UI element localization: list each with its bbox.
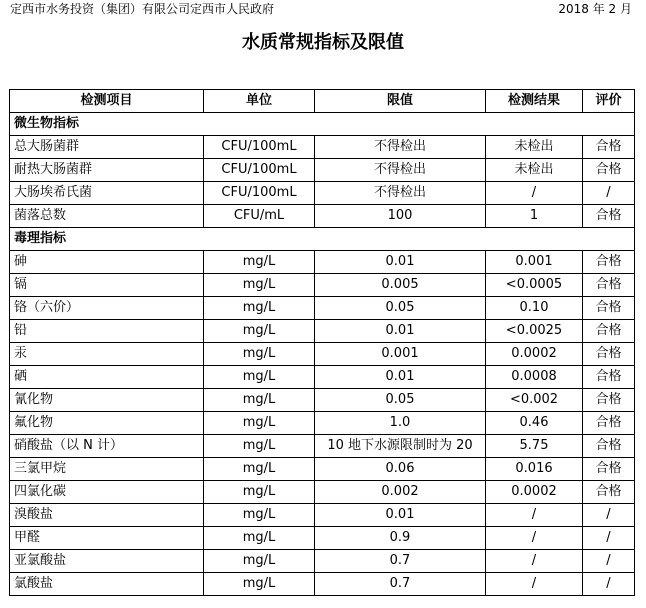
cell-limit: 10 地下水源限制时为 20 — [315, 435, 486, 458]
document-title: 水质常规指标及限值 — [242, 32, 404, 53]
cell-unit: mg/L — [204, 389, 315, 412]
cell-item: 氰化物 — [10, 389, 204, 412]
cell-unit: mg/L — [204, 458, 315, 481]
cell-evaluation: 合格 — [583, 136, 635, 159]
table-row — [10, 389, 635, 412]
cell-unit: mg/L — [204, 504, 315, 527]
cell-evaluation: 合格 — [583, 412, 635, 435]
table-header-row — [10, 90, 635, 113]
cell-limit: 0.001 — [315, 343, 486, 366]
cell-unit: mg/L — [204, 297, 315, 320]
cell-limit: 不得检出 — [315, 136, 486, 159]
cell-limit: 0.9 — [315, 527, 486, 550]
cell-unit: mg/L — [204, 251, 315, 274]
cell-result: 0.016 — [486, 458, 583, 481]
cell-unit: CFU/100mL — [204, 159, 315, 182]
cell-evaluation: / — [583, 504, 635, 527]
col-header-evaluation: 评价 — [583, 90, 635, 113]
cell-evaluation: 合格 — [583, 435, 635, 458]
cell-result: / — [486, 527, 583, 550]
cell-limit: 100 — [315, 205, 486, 228]
col-header-item: 检测项目 — [10, 90, 204, 113]
cell-result: / — [486, 182, 583, 205]
cell-limit: 0.005 — [315, 274, 486, 297]
cell-evaluation: 合格 — [583, 159, 635, 182]
cell-limit: 0.01 — [315, 251, 486, 274]
cell-item: 菌落总数 — [10, 205, 204, 228]
col-header-unit: 单位 — [204, 90, 315, 113]
cell-item: 总大肠菌群 — [10, 136, 204, 159]
cell-unit: mg/L — [204, 435, 315, 458]
cell-unit: mg/L — [204, 366, 315, 389]
issuer-text: 定西市水务投资（集团）有限公司定西市人民政府 — [10, 2, 275, 16]
section-title: 微生物指标 — [10, 113, 635, 136]
cell-item: 溴酸盐 — [10, 504, 204, 527]
cell-unit: mg/L — [204, 343, 315, 366]
cell-limit: 0.002 — [315, 481, 486, 504]
col-header-limit: 限值 — [315, 90, 486, 113]
cell-result: <0.0025 — [486, 320, 583, 343]
cell-unit: CFU/100mL — [204, 136, 315, 159]
cell-item: 氯酸盐 — [10, 573, 204, 596]
section-row — [10, 113, 635, 136]
cell-evaluation: 合格 — [583, 389, 635, 412]
cell-limit: 不得检出 — [315, 159, 486, 182]
cell-evaluation: 合格 — [583, 251, 635, 274]
cell-result: <0.0005 — [486, 274, 583, 297]
cell-result: 0.0008 — [486, 366, 583, 389]
cell-evaluation: / — [583, 527, 635, 550]
section-title: 毒理指标 — [10, 228, 635, 251]
cell-item: 亚氯酸盐 — [10, 550, 204, 573]
table-row — [10, 297, 635, 320]
table-row — [10, 320, 635, 343]
cell-unit: mg/L — [204, 550, 315, 573]
cell-limit: 0.01 — [315, 504, 486, 527]
cell-result: 未检出 — [486, 159, 583, 182]
table-row — [10, 458, 635, 481]
cell-unit: mg/L — [204, 320, 315, 343]
cell-evaluation: 合格 — [583, 297, 635, 320]
water-quality-table — [9, 89, 635, 596]
cell-evaluation: / — [583, 550, 635, 573]
cell-limit: 0.7 — [315, 550, 486, 573]
table-row — [10, 159, 635, 182]
cell-evaluation: 合格 — [583, 343, 635, 366]
table-row — [10, 343, 635, 366]
cell-limit: 0.7 — [315, 573, 486, 596]
cell-result: / — [486, 550, 583, 573]
cell-result: 0.0002 — [486, 343, 583, 366]
col-header-result: 检测结果 — [486, 90, 583, 113]
table-row — [10, 251, 635, 274]
table-row — [10, 205, 635, 228]
cell-result: 未检出 — [486, 136, 583, 159]
cell-item: 氟化物 — [10, 412, 204, 435]
table-row — [10, 366, 635, 389]
cell-result: <0.002 — [486, 389, 583, 412]
cell-limit: 0.06 — [315, 458, 486, 481]
cell-item: 镉 — [10, 274, 204, 297]
cell-limit: 0.01 — [315, 366, 486, 389]
cell-result: 0.001 — [486, 251, 583, 274]
cell-evaluation: 合格 — [583, 205, 635, 228]
cell-evaluation: 合格 — [583, 481, 635, 504]
cell-result: / — [486, 573, 583, 596]
cell-unit: CFU/mL — [204, 205, 315, 228]
cell-unit: mg/L — [204, 573, 315, 596]
cell-result: 0.10 — [486, 297, 583, 320]
table-row — [10, 412, 635, 435]
cell-result: 1 — [486, 205, 583, 228]
cell-item: 硒 — [10, 366, 204, 389]
table-row — [10, 527, 635, 550]
cell-item: 砷 — [10, 251, 204, 274]
cell-item: 铅 — [10, 320, 204, 343]
cell-item: 汞 — [10, 343, 204, 366]
cell-item: 大肠埃希氏菌 — [10, 182, 204, 205]
table-row — [10, 550, 635, 573]
cell-item: 耐热大肠菌群 — [10, 159, 204, 182]
cell-unit: CFU/100mL — [204, 182, 315, 205]
cell-result: 5.75 — [486, 435, 583, 458]
table-row — [10, 182, 635, 205]
table-row — [10, 573, 635, 596]
cell-evaluation: / — [583, 182, 635, 205]
cell-item: 硝酸盐（以 N 计） — [10, 435, 204, 458]
table-row — [10, 504, 635, 527]
cell-evaluation: 合格 — [583, 320, 635, 343]
cell-evaluation: 合格 — [583, 274, 635, 297]
cell-limit: 1.0 — [315, 412, 486, 435]
cell-unit: mg/L — [204, 274, 315, 297]
cell-evaluation: 合格 — [583, 458, 635, 481]
cell-item: 甲醛 — [10, 527, 204, 550]
cell-result: 0.0002 — [486, 481, 583, 504]
table-row — [10, 481, 635, 504]
cell-unit: mg/L — [204, 527, 315, 550]
cell-item: 三氯甲烷 — [10, 458, 204, 481]
section-row — [10, 228, 635, 251]
cell-result: / — [486, 504, 583, 527]
cell-result: 0.46 — [486, 412, 583, 435]
cell-evaluation: / — [583, 573, 635, 596]
cell-item: 四氯化碳 — [10, 481, 204, 504]
date-text: 2018 年 2 月 — [558, 2, 632, 16]
cell-item: 铬（六价） — [10, 297, 204, 320]
table-row — [10, 274, 635, 297]
cell-evaluation: 合格 — [583, 366, 635, 389]
cell-limit: 0.05 — [315, 389, 486, 412]
table-row — [10, 136, 635, 159]
table-row — [10, 435, 635, 458]
cell-limit: 不得检出 — [315, 182, 486, 205]
table-body — [10, 113, 635, 596]
cell-limit: 0.01 — [315, 320, 486, 343]
cell-unit: mg/L — [204, 481, 315, 504]
cell-unit: mg/L — [204, 412, 315, 435]
cell-limit: 0.05 — [315, 297, 486, 320]
